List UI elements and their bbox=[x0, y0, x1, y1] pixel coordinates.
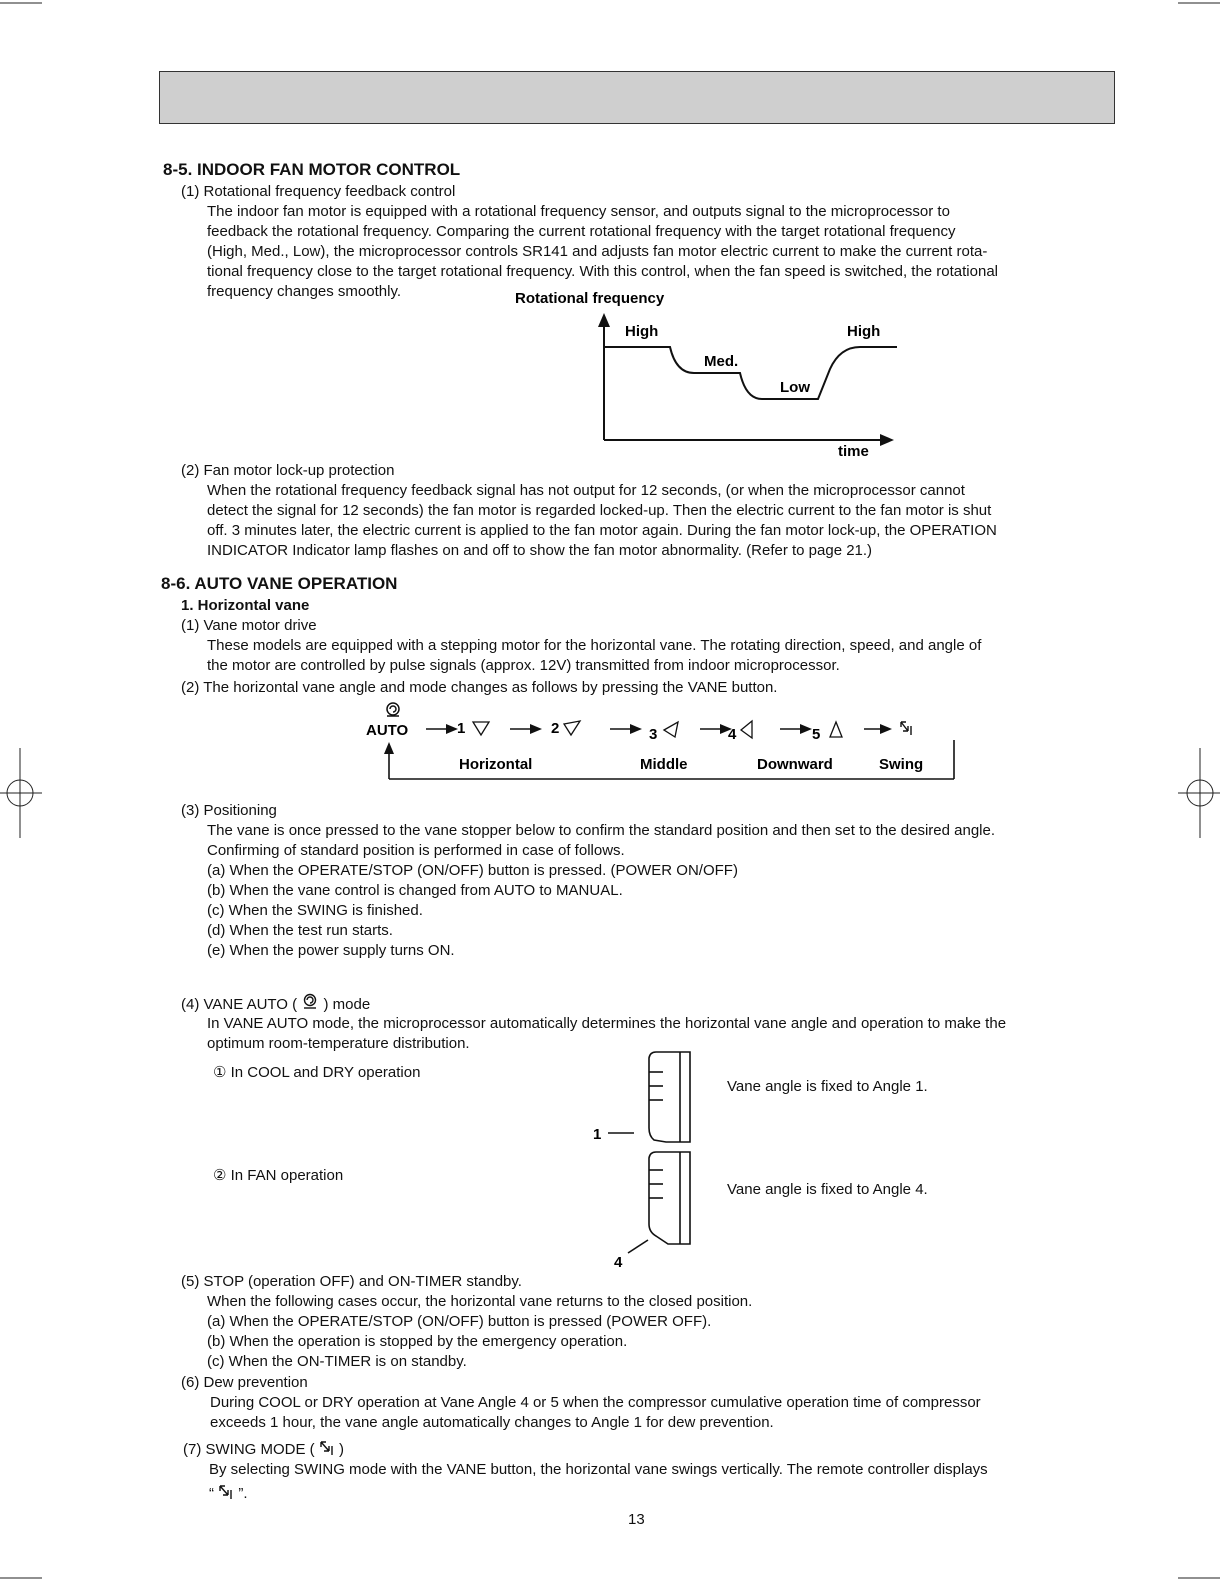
section-85-heading: 8-5. INDOOR FAN MOTOR CONTROL bbox=[163, 160, 461, 179]
item-86-7-title-post: ) bbox=[339, 1441, 345, 1458]
text-line: the motor are controlled by pulse signals (approx. 12V) transmitted from indoor microprocessor. bbox=[207, 657, 840, 674]
vane-angle-5-icon bbox=[830, 722, 842, 737]
section-86-heading: 8-6. AUTO VANE OPERATION bbox=[161, 574, 398, 593]
quote-open: “ bbox=[209, 1485, 214, 1502]
vane-angle-4-icon bbox=[741, 721, 752, 738]
item-86-2-title: (2) The horizontal vane angle and mode changes as follows by pressing the VANE button. bbox=[181, 679, 778, 696]
vane-angle-1-icon bbox=[473, 722, 489, 735]
item-86-4-title-post: ) mode bbox=[323, 996, 371, 1013]
item-86-3-body bbox=[207, 821, 995, 961]
text-line: (d) When the test run starts. bbox=[207, 922, 393, 939]
item-86-6-title: (6) Dew prevention bbox=[181, 1374, 308, 1391]
text-line: (a) When the OPERATE/STOP (ON/OFF) button is pressed (POWER OFF). bbox=[207, 1313, 712, 1330]
vane-auto-icon bbox=[387, 703, 399, 716]
text-line: When the following cases occur, the horizontal vane returns to the closed position. bbox=[207, 1293, 753, 1310]
text-line: optimum room-temperature distribution. bbox=[207, 1035, 470, 1052]
fan-note: Vane angle is fixed to Angle 4. bbox=[727, 1181, 928, 1198]
text-line: off. 3 minutes later, the electric current is applied to the fan motor again. During the fan motor lock-up, the OPERATION bbox=[207, 522, 997, 539]
vane-auto-icon bbox=[301, 993, 319, 1011]
seq-auto: AUTO bbox=[366, 722, 409, 739]
text-line: tional frequency close to the target rotational frequency. With this control, when the fan speed is switched, the rotational bbox=[207, 263, 999, 280]
seq-group-middle: Middle bbox=[640, 756, 688, 773]
graph-high-right: High bbox=[847, 323, 881, 340]
text-line: (c) When the ON-TIMER is on standby. bbox=[207, 1353, 467, 1370]
text-line: frequency changes smoothly. bbox=[207, 283, 401, 300]
fan-angle-label: 4 bbox=[614, 1254, 623, 1271]
seq-step-1: 1 bbox=[457, 720, 466, 737]
item-86-7-body: By selecting SWING mode with the VANE button, the horizontal vane swings vertically. The remote controller displays bbox=[209, 1461, 988, 1478]
item-86-5-body bbox=[207, 1292, 752, 1372]
swing-icon bbox=[901, 722, 911, 735]
item-86-5-title: (5) STOP (operation OFF) and ON-TIMER standby. bbox=[181, 1273, 522, 1290]
item-85-1-title: (1) Rotational frequency feedback control bbox=[181, 183, 456, 200]
graph-med: Med. bbox=[704, 353, 739, 370]
graph-low: Low bbox=[780, 379, 810, 396]
text-line: During COOL or DRY operation at Vane Angle 4 or 5 when the compressor cumulative operation time of compressor bbox=[210, 1394, 981, 1411]
rotational-frequency-graph bbox=[500, 285, 910, 465]
text-line: These models are equipped with a stepping motor for the horizontal vane. The rotating direction, speed, and angle of bbox=[207, 637, 982, 654]
seq-step-4: 4 bbox=[728, 726, 737, 743]
text-line: When the rotational frequency feedback signal has not output for 12 seconds, (or when the microprocessor cannot bbox=[207, 482, 965, 499]
item-86-7-quote bbox=[209, 1484, 248, 1504]
item-86-4-title-pre: (4) VANE AUTO ( bbox=[181, 996, 298, 1013]
text-line: exceeds 1 hour, the vane angle automatically changes to Angle 1 for dew prevention. bbox=[210, 1414, 774, 1431]
seq-group-downward: Downward bbox=[757, 756, 833, 773]
page-number: 13 bbox=[628, 1511, 645, 1528]
seq-group-swing: Swing bbox=[879, 756, 924, 773]
cool-dry-label: ① In COOL and DRY operation bbox=[213, 1064, 421, 1081]
item-86-1-title: (1) Vane motor drive bbox=[181, 617, 317, 634]
vane-angle-illustrations bbox=[590, 1048, 710, 1274]
item-86-1-body bbox=[207, 636, 981, 676]
text-line: Confirming of standard position is performed in case of follows. bbox=[207, 842, 625, 859]
text-line: (a) When the OPERATE/STOP (ON/OFF) button is pressed. (POWER ON/OFF) bbox=[207, 862, 738, 879]
text-line: (b) When the vane control is changed from AUTO to MANUAL. bbox=[207, 882, 623, 899]
item-86-7-title-pre: (7) SWING MODE ( bbox=[183, 1441, 315, 1458]
vane-angle-3-icon bbox=[664, 722, 678, 737]
text-line: The indoor fan motor is equipped with a rotational frequency sensor, and outputs signal to the microprocessor to bbox=[207, 203, 950, 220]
text-line: In VANE AUTO mode, the microprocessor automatically determines the horizontal vane angle and operation to make the bbox=[207, 1015, 1007, 1032]
cool-angle-label: 1 bbox=[593, 1126, 602, 1143]
section-86-subheading: 1. Horizontal vane bbox=[181, 597, 310, 614]
seq-step-2: 2 bbox=[551, 720, 560, 737]
text-line: (b) When the operation is stopped by the emergency operation. bbox=[207, 1333, 628, 1350]
header-bar bbox=[159, 71, 1115, 124]
seq-step-3: 3 bbox=[649, 726, 658, 743]
cool-dry-note: Vane angle is fixed to Angle 1. bbox=[727, 1078, 928, 1095]
item-86-3-title: (3) Positioning bbox=[181, 802, 277, 819]
vane-sequence-diagram bbox=[360, 700, 970, 792]
text-line: (e) When the power supply turns ON. bbox=[207, 942, 455, 959]
text-line: (c) When the SWING is finished. bbox=[207, 902, 423, 919]
text-line: INDICATOR Indicator lamp flashes on and off to show the fan motor abnormality. (Refer to page 21.) bbox=[207, 542, 873, 559]
graph-xlabel: time bbox=[838, 443, 869, 460]
vane-angle-2-icon bbox=[564, 721, 580, 735]
text-line: detect the signal for 12 seconds) the fan motor is regarded locked-up. Then the electric current to the fan motor is shut bbox=[207, 502, 992, 519]
text-line: feedback the rotational frequency. Comparing the current rotational frequency with the target rotational frequency bbox=[207, 223, 956, 240]
text-line: The vane is once pressed to the vane stopper below to confirm the standard position and then set to the desired angle. bbox=[207, 822, 995, 839]
item-86-7-title bbox=[183, 1440, 344, 1460]
graph-ylabel: Rotational frequency bbox=[515, 290, 665, 307]
text-line: (High, Med., Low), the microprocessor controls SR141 and adjusts fan motor electric current to make the current rota- bbox=[207, 243, 988, 260]
item-86-4-title bbox=[181, 993, 370, 1015]
quote-close: ”. bbox=[238, 1485, 248, 1502]
item-86-6-body bbox=[210, 1393, 981, 1433]
swing-icon bbox=[319, 1440, 335, 1456]
item-85-2-title: (2) Fan motor lock-up protection bbox=[181, 462, 395, 479]
swing-icon bbox=[218, 1484, 234, 1500]
graph-high-left: High bbox=[625, 323, 659, 340]
fan-label: ② In FAN operation bbox=[213, 1167, 344, 1184]
seq-group-horizontal: Horizontal bbox=[459, 756, 533, 773]
seq-step-5: 5 bbox=[812, 726, 821, 743]
item-85-2-body bbox=[207, 481, 997, 561]
